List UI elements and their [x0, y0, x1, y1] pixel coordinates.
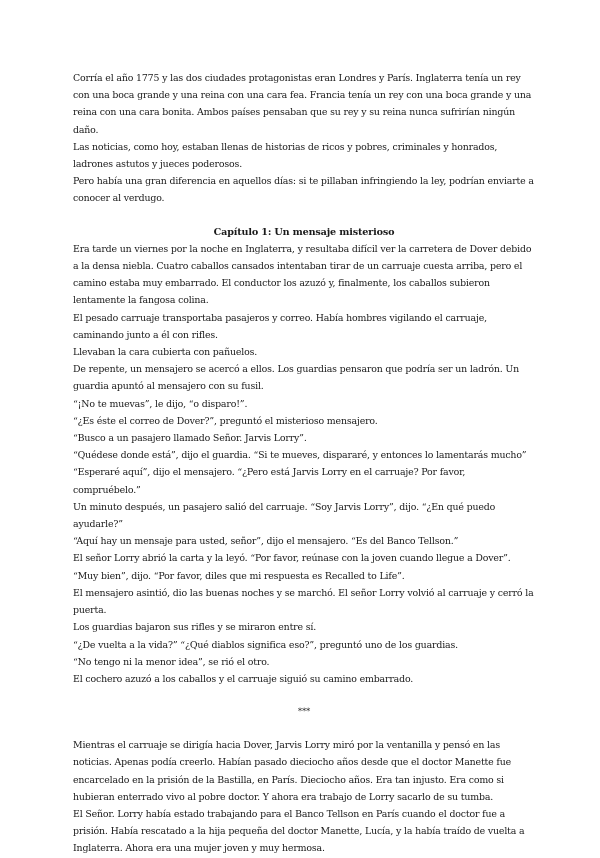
chapter-paragraph: “Muy bien”, dijo. “Por favor, diles que mi respuesta es Recalled to Life”.: [73, 570, 405, 582]
chapter-paragraph: Un minuto después, un pasajero salió del carruaje. “Soy Jarvis Lorry”, dijo. “¿En qué puedo ayudarle?”: [73, 501, 496, 531]
chapter-paragraph: Era tarde un viernes por la noche en Inglaterra, y resultaba difícil ver la carretera de Dover debido a la densa niebla. Cuatro caballos cansados intentaban tirar de un carruaje cuesta arriba, pero el camino estaba muy embarrado. El conductor los azuzó y, finalmente, los caballos subieron lentamente la fangosa colina.: [73, 243, 532, 307]
chapter-paragraph: “Busco a un pasajero llamado Señor. Jarvis Lorry”.: [73, 433, 307, 445]
chapter-paragraph: El cochero azuzó a los caballos y el carruaje siguió su camino embarrado.: [73, 673, 414, 685]
closing-paragraph: El Señor. Lorry había estado trabajando para el Banco Tellson en París cuando el doctor fue a prisión. Había rescatado a la hija pequeña del doctor Manette, Lucía, y la había traído de vuelta a Inglaterra. Ahora era una mujer joven y muy hermosa.: [73, 808, 525, 855]
intro-paragraph: Las noticias, como hoy, estaban llenas de historias de ricos y pobres, criminales y honrados, ladrones astutos y jueces poderosos.: [73, 141, 498, 171]
chapter-paragraph: “¿De vuelta a la vida?” “¿Qué diablos significa eso?”, preguntó uno de los guardias.: [73, 639, 458, 651]
document-page: [73, 70, 535, 858]
intro-paragraph: Corría el año 1775 y las dos ciudades protagonistas eran Londres y París. Inglaterra tenía un rey con una boca grande y una reina con una cara fea. Francia tenía un rey con una boca grande y una reina con una cara bonita. Ambos países pensaban que su rey y su reina nunca sufrirían ningún daño.: [73, 73, 532, 136]
chapter-paragraph: “Aquí hay un mensaje para usted, señor”, dijo el mensajero. “Es del Banco Tellson.”: [73, 536, 459, 548]
chapter-paragraph: “Esperaré aquí”, dijo el mensajero. “¿Pero está Jarvis Lorry en el carruaje? Por favor, compruébelo.”: [73, 467, 466, 496]
closing-paragraph: Mientras el carruaje se dirigía hacia Dover, Jarvis Lorry miró por la ventanilla y pensó en las noticias. Apenas podía creerlo. Habían pasado dieciocho años desde que el doctor Manette fue encarcelado en la prisión de la Bastilla, en París. Dieciocho años. Era tan injusto. Era como si hubieran enterrado vivo al pobre doctor. Y ahora era trabajo de Lorry sacarlo de su tumba.: [73, 740, 512, 803]
chapter-title: Capítulo 1: Un mensaje misterioso: [213, 226, 395, 238]
chapter-paragraph: Los guardias bajaron sus rifles y se miraron entre sí.: [73, 622, 317, 634]
chapter-paragraph: “No tengo ni la menor idea”, se rió el otro.: [73, 656, 270, 668]
intro-paragraph: Pero había una gran diferencia en aquellos días: si te pillaban infringiendo la ley, podrían enviarte a conocer al verdugo.: [73, 176, 534, 205]
chapter-paragraph: “¿Es éste el correo de Dover?”, preguntó el misterioso mensajero.: [73, 415, 378, 427]
chapter-paragraph: El mensajero asintió, dio las buenas noches y se marchó. El señor Lorry volvió al carruaje y cerró la puerta.: [73, 587, 534, 617]
section-separator: ***: [297, 707, 311, 718]
chapter-paragraph: De repente, un mensajero se acercó a ellos. Los guardias pensaron que podría ser un ladrón. Un guardia apuntó al mensajero con su fusil.: [73, 364, 520, 393]
chapter-paragraph: “Quédese donde está”, dijo el guardia. “Si te mueves, dispararé, y entonces lo lamentarás mucho”: [73, 450, 527, 462]
chapter-paragraph: El señor Lorry abrió la carta y la leyó. “Por favor, reúnase con la joven cuando llegue a Dover”.: [73, 553, 511, 565]
chapter-paragraph: Llevaban la cara cubierta con pañuelos.: [73, 347, 258, 359]
chapter-paragraph: El pesado carruaje transportaba pasajeros y correo. Había hombres vigilando el carruaje, caminando junto a él con rifles.: [73, 312, 487, 341]
chapter-paragraph: “¡No te muevas”, le dijo, “o disparo!”.: [73, 398, 248, 410]
